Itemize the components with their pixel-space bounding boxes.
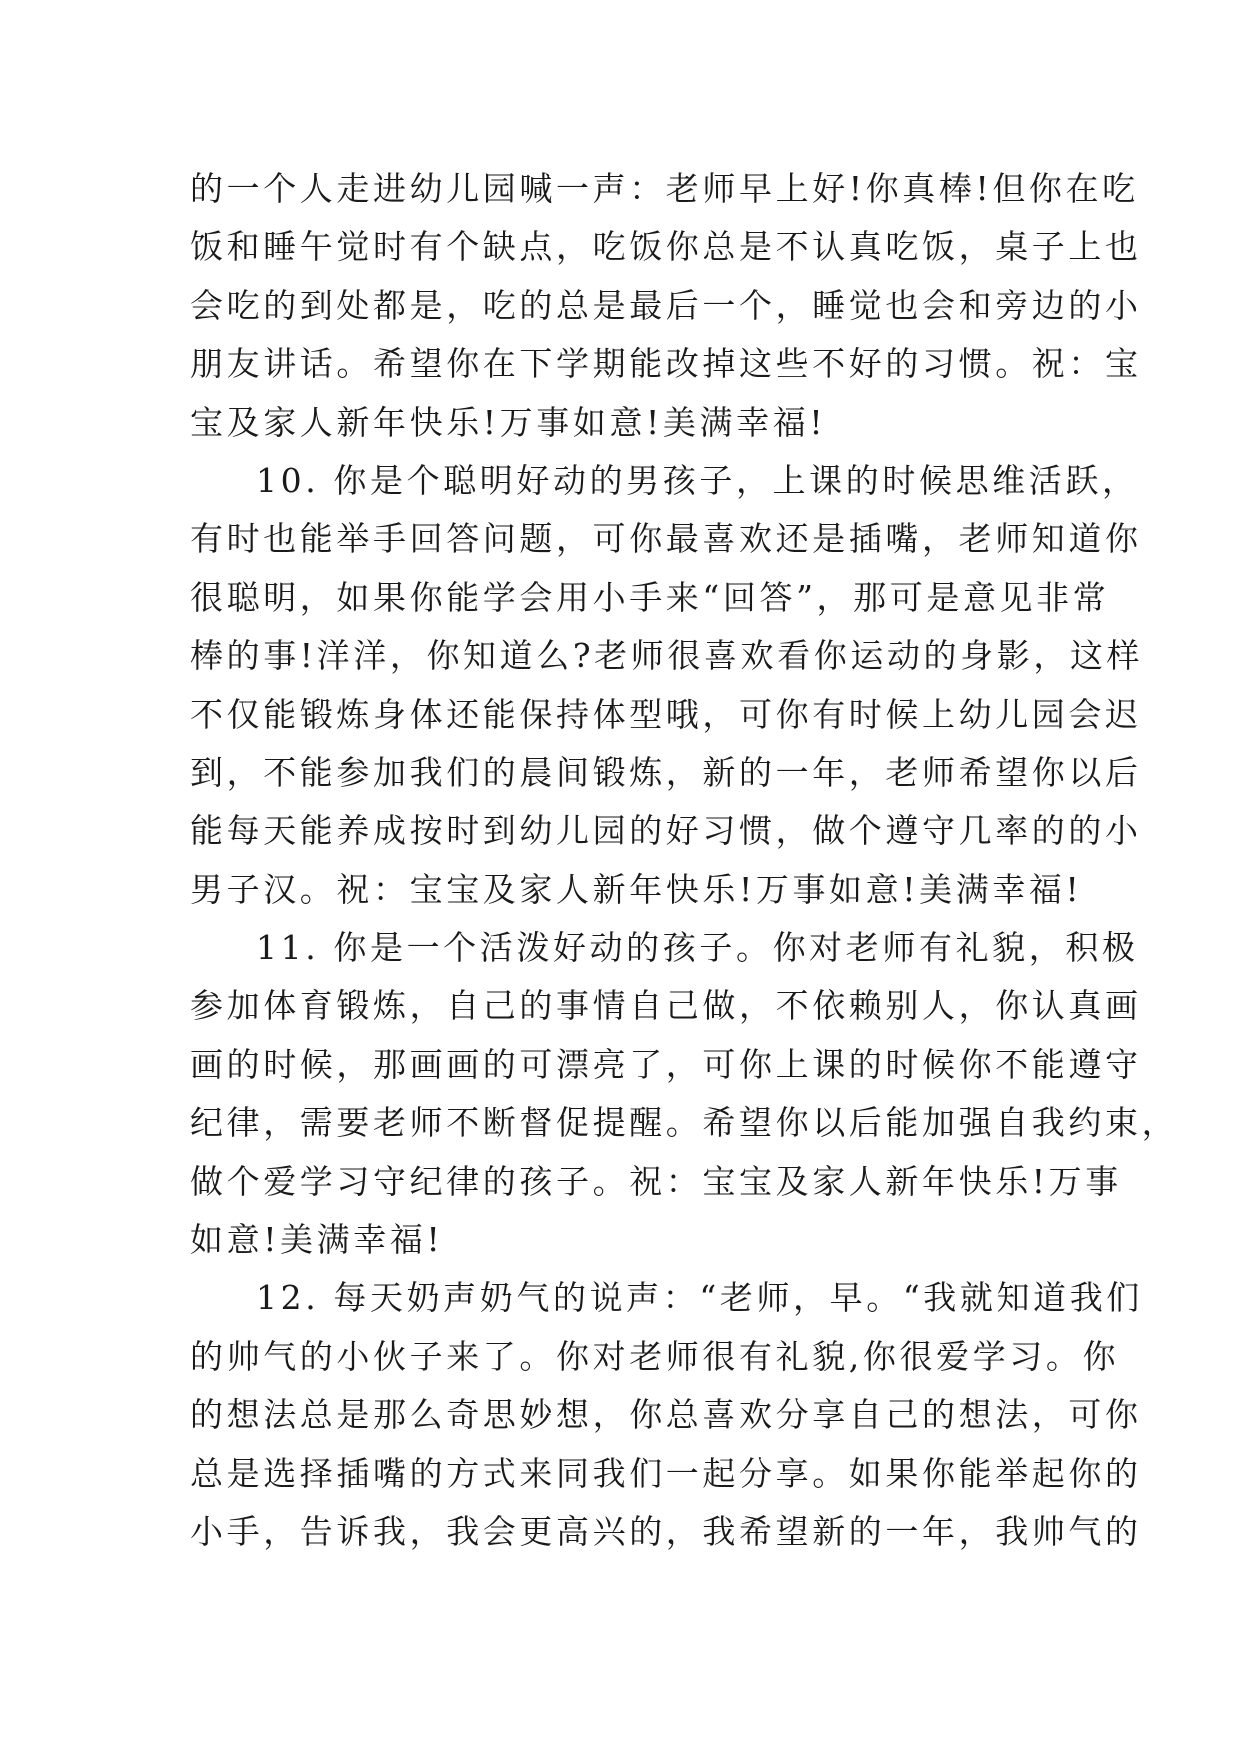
text-line: 的帅气的小伙子来了。你对老师很有礼貌,你很爱学习。你 (190, 1336, 1120, 1376)
text-line: 10. 你是个聪明好动的男孩子，上课的时候思维活跃， (256, 460, 1139, 500)
text-line: 12. 每天奶声奶气的说声：“老师，早。“我就知道我们 (256, 1278, 1143, 1318)
body-text (190, 160, 1179, 1561)
text-line: 小手，告诉我，我会更高兴的，我希望新的一年，我帅气的 (190, 1511, 1142, 1551)
text-line: 纪律，需要老师不断督促提醒。希望你以后能加强自我约束， (190, 1103, 1179, 1143)
text-line: 的想法总是那么奇思妙想，你总喜欢分享自己的想法，可你 (190, 1395, 1142, 1435)
text-line: 能每天能养成按时到幼儿园的好习惯，做个遵守几率的的小 (190, 811, 1142, 851)
text-line: 宝及家人新年快乐!万事如意!美满幸福! (190, 402, 827, 442)
text-line: 棒的事!洋洋，你知道么?老师很喜欢看你运动的身影，这样 (190, 636, 1144, 676)
text-line: 做个爱学习守纪律的孩子。祝：宝宝及家人新年快乐!万事 (190, 1161, 1122, 1201)
text-line: 饭和睡午觉时有个缺点，吃饭你总是不认真吃饭，桌子上也 (190, 227, 1142, 267)
text-line: 总是选择插嘴的方式来同我们一起分享。如果你能举起你的 (190, 1453, 1142, 1493)
text-line: 参加体育锻炼，自己的事情自己做，不依赖别人，你认真画 (190, 986, 1142, 1026)
text-line: 到，不能参加我们的晨间锻炼，新的一年，老师希望你以后 (190, 752, 1142, 792)
text-line: 11. 你是一个活泼好动的孩子。你对老师有礼貌，积极 (256, 928, 1139, 968)
text-line: 男子汉。祝：宝宝及家人新年快乐!万事如意!美满幸福! (190, 869, 1083, 909)
text-line: 不仅能锻炼身体还能保持体型哦，可你有时候上幼儿园会迟 (190, 694, 1142, 734)
text-line: 画的时候，那画画的可漂亮了，可你上课的时候你不能遵守 (190, 1044, 1142, 1084)
text-line: 的一个人走进幼儿园喊一声：老师早上好!你真棒!但你在吃 (190, 169, 1139, 208)
text-line: 如意!美满幸福! (190, 1220, 444, 1260)
text-line: 很聪明，如果你能学会用小手来“回答”，那可是意见非常 (190, 577, 1110, 617)
text-line: 会吃的到处都是，吃的总是最后一个，睡觉也会和旁边的小 (190, 285, 1142, 325)
text-line: 朋友讲话。希望你在下学期能改掉这些不好的习惯。祝：宝 (190, 344, 1142, 384)
text-line: 有时也能举手回答问题，可你最喜欢还是插嘴，老师知道你 (190, 519, 1142, 559)
